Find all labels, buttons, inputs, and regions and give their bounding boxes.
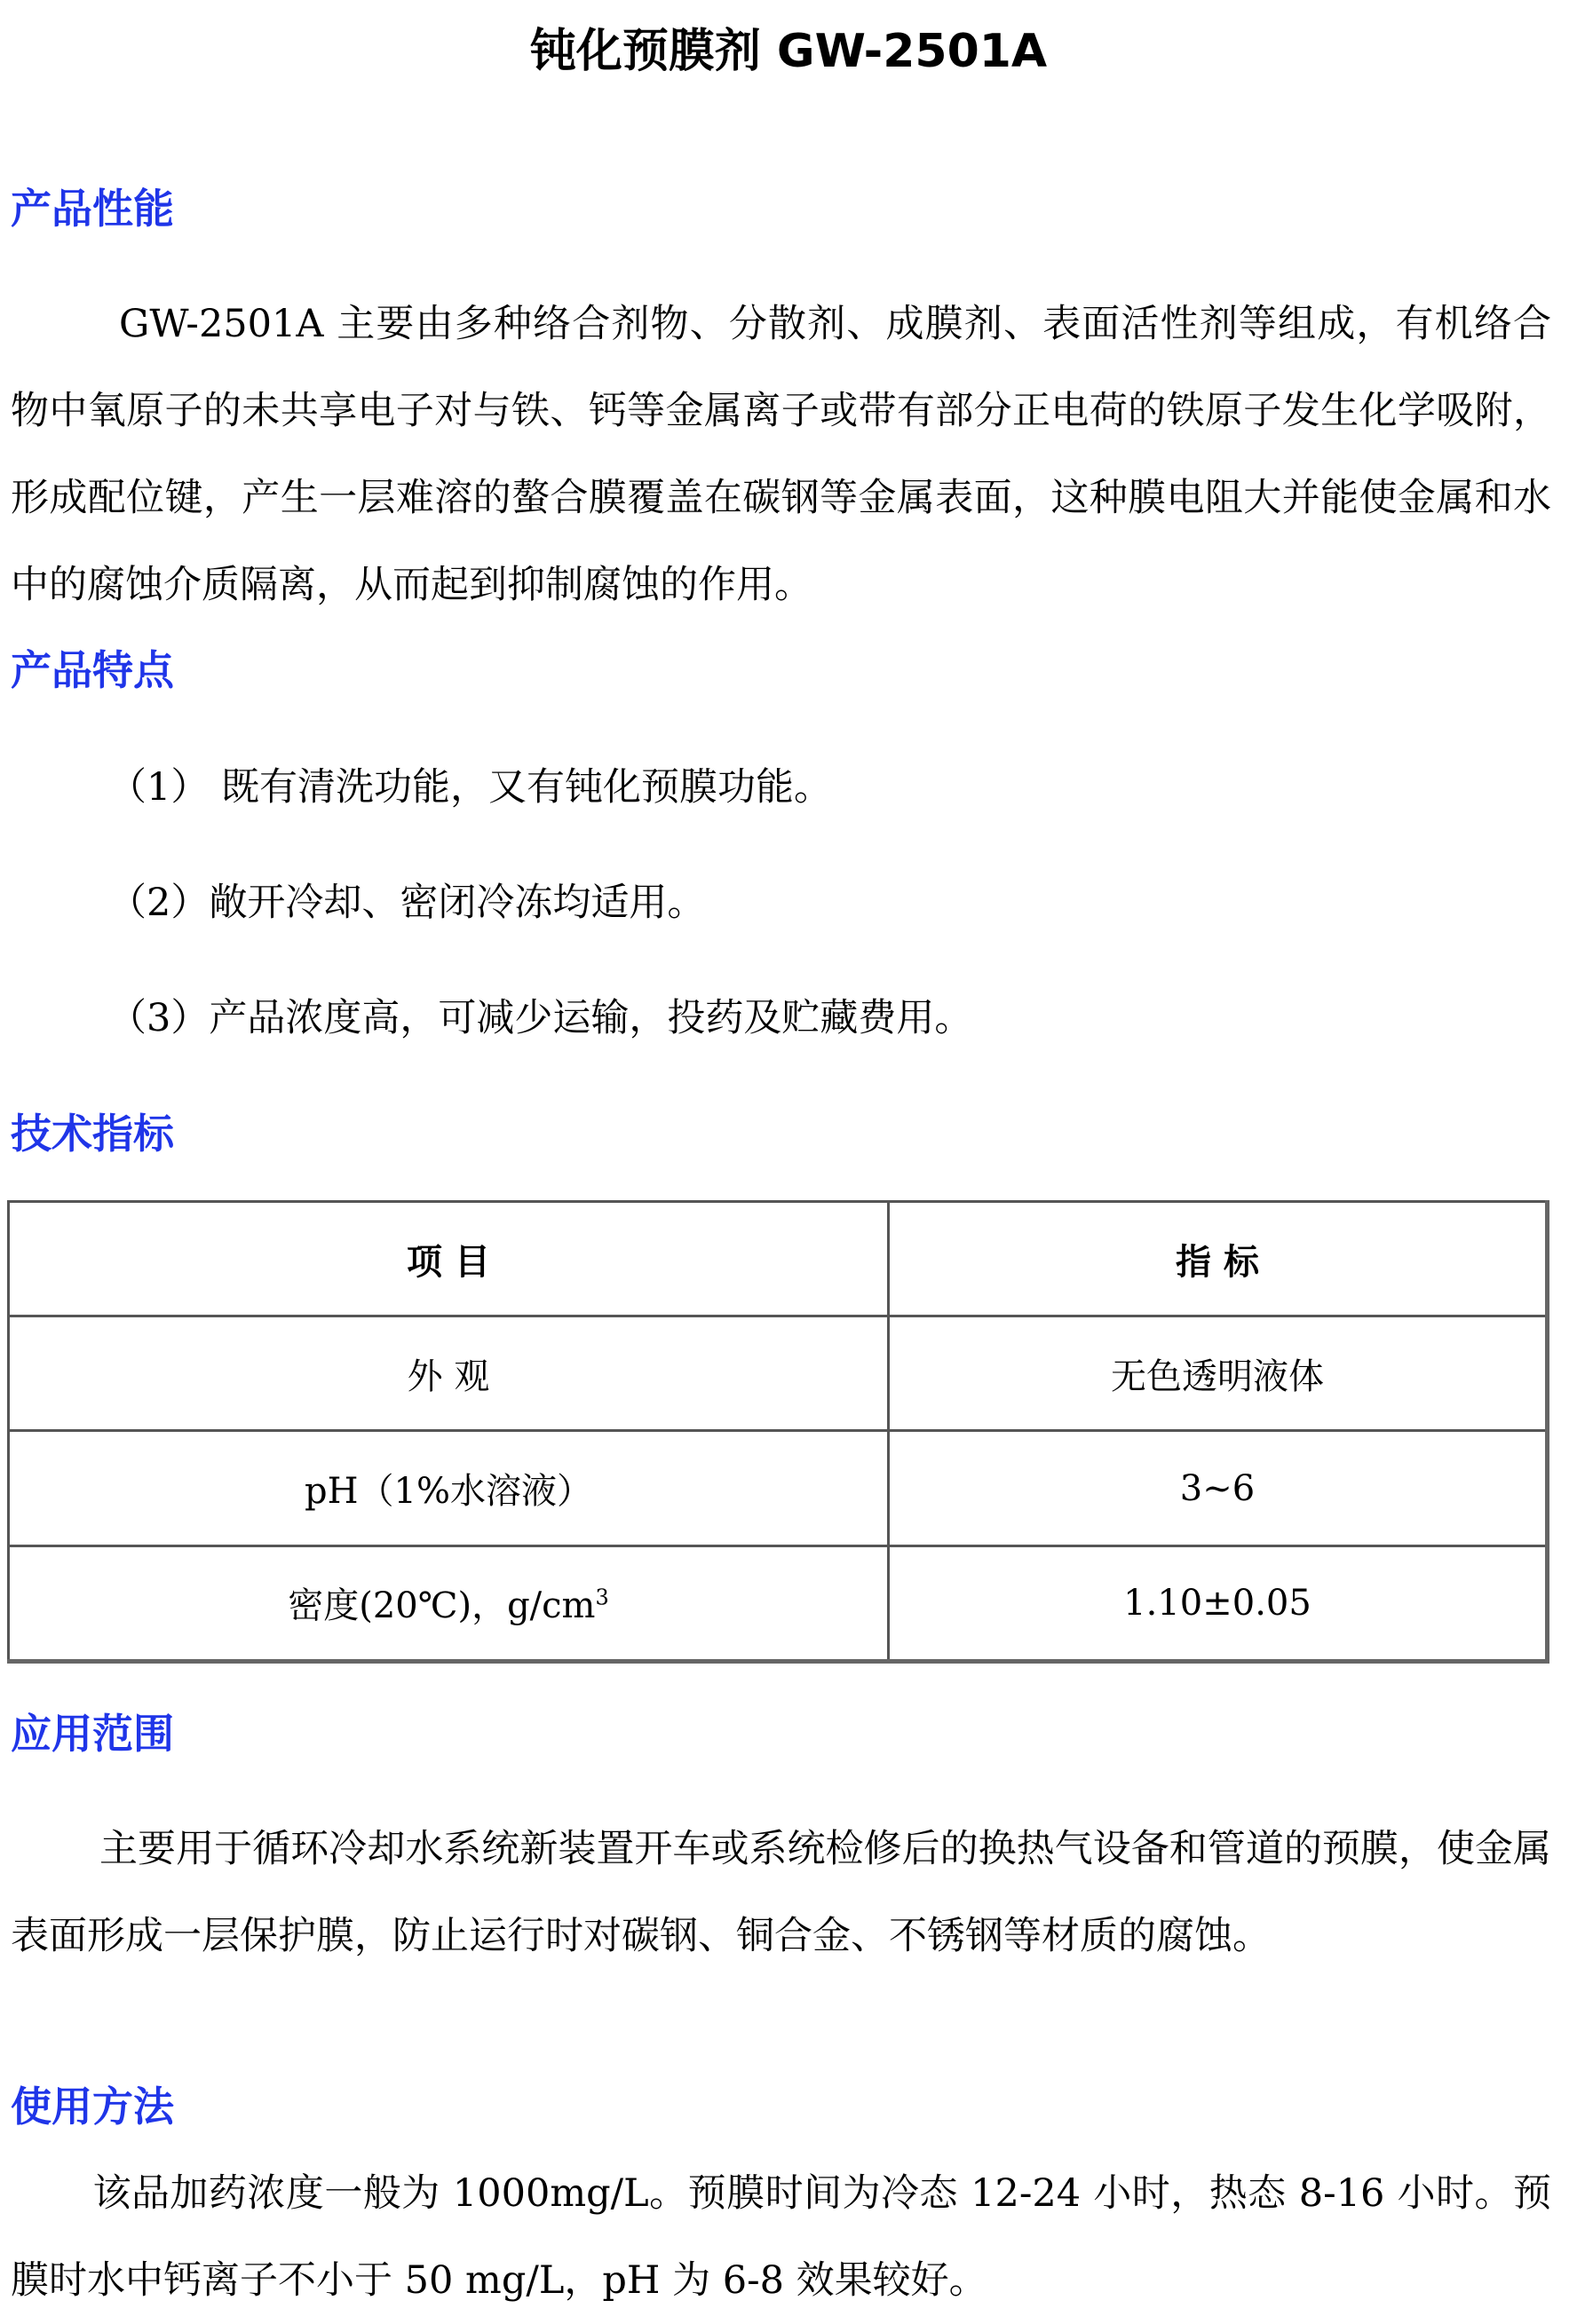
feature-item: （3）产品浓度高，可减少运输，投药及贮藏费用。 (108, 996, 973, 1040)
table-row (9, 1431, 1548, 1545)
header-item: 项 目 (9, 1202, 889, 1316)
header-spec: 指 标 (889, 1202, 1548, 1316)
heading-usage: 使用方法 (11, 2083, 174, 2130)
row-item: 外 观 (9, 1316, 889, 1431)
row-item-density (9, 1545, 889, 1661)
heading-performance: 产品性能 (11, 185, 174, 233)
row-value: 1.10±0.05 (889, 1545, 1548, 1661)
table-row (9, 1316, 1548, 1431)
performance-text: GW-2501A 主要由多种络合剂物、分散剂、成膜剂、表面活性剂等组成，有机络合物中氧原子的未共享电子对与铁、钙等金属离子或带有部分正电荷的铁原子发生化学吸附，形成配位键，产生一层难溶的螯合膜覆盖在碳钢等金属表面，这种膜电阻大并能使金属和水中的腐蚀介质隔离，从而起到抑制腐蚀的作用。 (11, 302, 1551, 607)
usage-text: 该品加药浓度一般为 1000mg/L。预膜时间为冷态 12-24 小时，热态 8-16 小时。预膜时水中钙离子不小于 50 mg/L，pH 为 6-8 效果较好。 (11, 2171, 1551, 2303)
row-value: 无色透明液体 (889, 1316, 1548, 1431)
application-text: 主要用于循环冷却水系统新装置开车或系统检修后的换热气设备和管道的预膜，使金属表面形成一层保护膜，防止运行时对碳钢、铜合金、不锈钢等材质的腐蚀。 (11, 1827, 1551, 1958)
heading-specs: 技术指标 (11, 1110, 174, 1158)
table-header-row (9, 1202, 1548, 1316)
feature-item: （1） 既有清洗功能，又有钝化预膜功能。 (108, 765, 833, 810)
row-value: 3~6 (889, 1431, 1548, 1545)
feature-item: （2）敞开冷却、密闭冷冻均适用。 (108, 881, 706, 925)
table-row (9, 1545, 1548, 1661)
usage-paragraph (11, 2150, 1551, 2324)
application-paragraph (11, 1806, 1551, 1980)
heading-features: 产品特点 (11, 646, 174, 694)
performance-paragraph (11, 281, 1551, 628)
specs-table (7, 1200, 1549, 1664)
document-title: 钝化预膜剂 GW-2501A (529, 25, 1048, 78)
heading-application: 应用范围 (11, 1710, 174, 1758)
density-superscript: 3 (595, 1585, 609, 1611)
row-item: pH（1%水溶液） (9, 1431, 889, 1545)
density-label: 密度(20℃)，g/cm (288, 1585, 596, 1627)
